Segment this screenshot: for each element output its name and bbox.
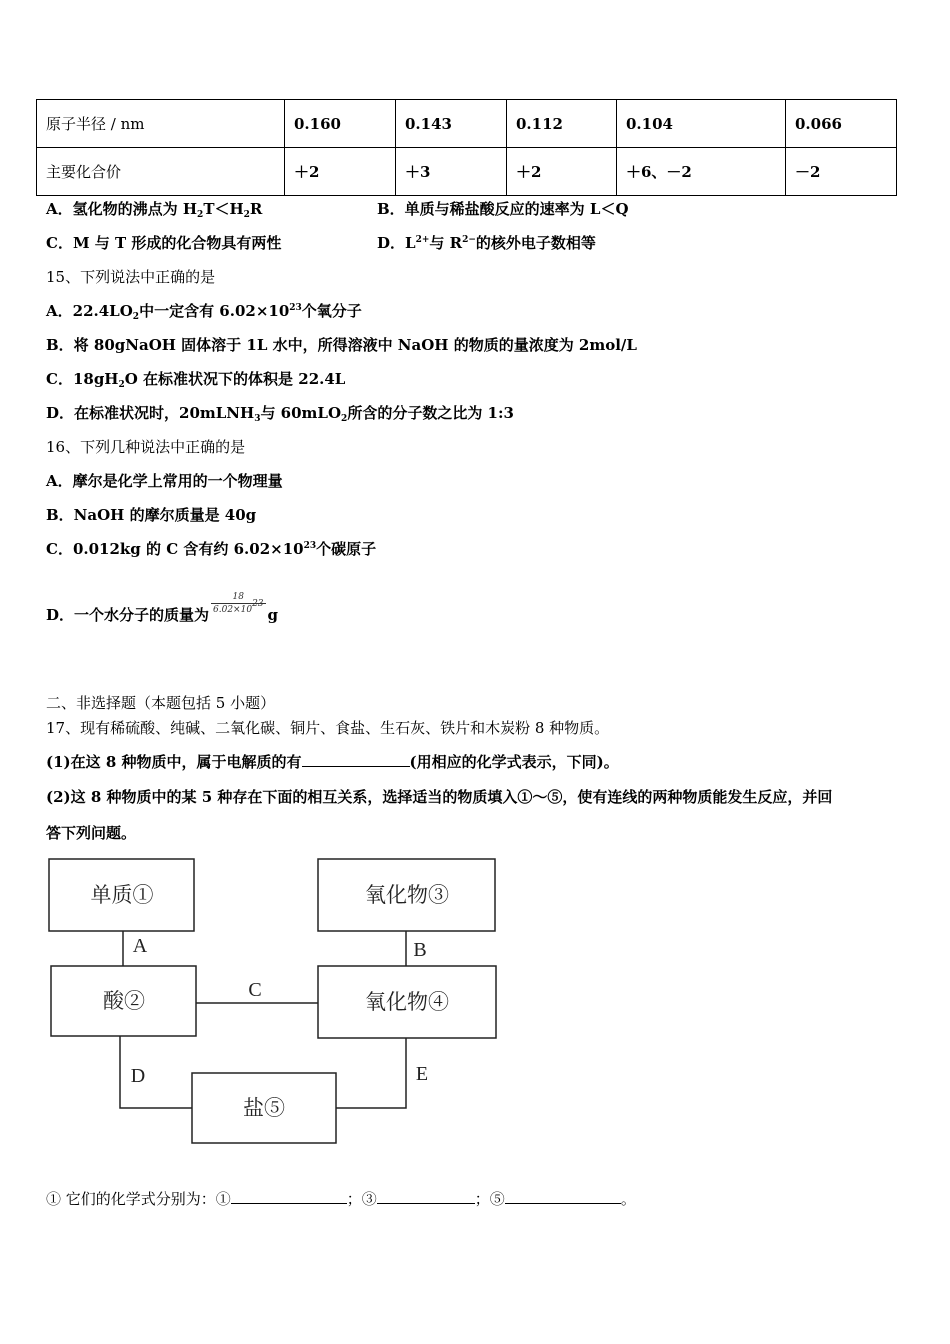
- table-cell: 0.104: [617, 100, 786, 148]
- fraction: $\frac{18}{6.02\times 10^{23}}$: [213, 592, 264, 615]
- edge-label-b: B: [413, 939, 427, 961]
- label-oxide-3: 氧化物③: [365, 883, 449, 907]
- q17-part2-line2: 答下列问题。: [46, 824, 137, 842]
- answer-blank-1[interactable]: [231, 1189, 347, 1204]
- q17-part1: (1)在这 8 种物质中，属于电解质的有 (用相应的化学式表示，下同)。: [46, 753, 619, 771]
- q16-option-d: D．一个水分子的质量为 $\frac{18}{6.02\times 10^{23}}$ g: [46, 592, 279, 624]
- label-salt: 盐⑤: [243, 1096, 285, 1120]
- label-oxide-4: 氧化物④: [365, 990, 449, 1014]
- table-cell: 0.066: [786, 100, 897, 148]
- row-label: 原子半径 / nm: [37, 100, 285, 148]
- q15-stem: 15、下列说法中正确的是: [46, 268, 216, 286]
- row-label: 主要化合价: [37, 148, 285, 196]
- q15-option-a: A．$22.4LO_2$中一定含有 $6.02\times 10^{23}$个氧分子: [46, 302, 362, 322]
- label-element: 单质①: [90, 883, 154, 907]
- edge-label-d: D: [130, 1065, 146, 1087]
- answer-blank-3[interactable]: [377, 1189, 475, 1204]
- q17-part2-line1: (2)这 8 种物质中的某 5 种存在下面的相互关系，选择适当的物质填入①～⑤，使有连线的两种物质能发生反应，并回: [46, 788, 833, 806]
- table-cell: ＋2: [507, 148, 617, 196]
- q17-answer-line: ① 它们的化学式分别为：① ；③ ；⑤ 。: [46, 1190, 636, 1208]
- q17-stem: 17、现有稀硫酸、纯碱、二氧化碳、铜片、食盐、生石灰、铁片和木炭粉 8 种物质。: [46, 719, 610, 737]
- edge-label-c: C: [248, 979, 262, 1001]
- q14-option-d: D．$L^{2+}$与 $R^{2-}$的核外电子数相等: [377, 234, 596, 252]
- table-cell: －2: [786, 148, 897, 196]
- q15-option-c: C．$18gH_2O$ 在标准状况下的体积是 22.4L: [46, 370, 346, 390]
- table-cell: 0.160: [285, 100, 396, 148]
- edge-label-e: E: [415, 1063, 429, 1085]
- q15-option-d: D．在标准状况时，20mLNH$_3$与 60mLO$_2$所含的分子数之比为 1:3: [46, 404, 514, 424]
- q14-option-a: A．氢化物的沸点为 $H_2T<H_2R$: [46, 200, 263, 220]
- q16-option-b: B．NaOH 的摩尔质量是 40g: [46, 506, 257, 524]
- edge-label-a: A: [132, 935, 148, 957]
- q16-option-c: C．0.012kg 的 C 含有约 $6.02\times 10^{23}$个碳原子: [46, 540, 377, 558]
- q14-option-b: B．单质与稀盐酸反应的速率为 L＜Q: [377, 200, 629, 218]
- table-cell: ＋3: [396, 148, 507, 196]
- table-cell: 0.143: [396, 100, 507, 148]
- q15-option-b: B．将 80gNaOH 固体溶于 1L 水中，所得溶液中 NaOH 的物质的量浓度为 2mol/L: [46, 336, 637, 354]
- connector-e: [336, 1038, 406, 1108]
- answer-blank-5[interactable]: [505, 1189, 621, 1204]
- q14-option-c: C．M 与 T 形成的化合物具有两性: [46, 234, 282, 252]
- q16-stem: 16、下列几种说法中正确的是: [46, 438, 246, 456]
- table-cell: ＋2: [285, 148, 396, 196]
- table-cell: 0.112: [507, 100, 617, 148]
- section-heading: 二、非选择题（本题包括 5 小题）: [46, 694, 276, 712]
- table-cell: ＋6、－2: [617, 148, 786, 196]
- q16-option-a: A．摩尔是化学上常用的一个物理量: [46, 472, 283, 490]
- label-acid: 酸②: [103, 989, 145, 1013]
